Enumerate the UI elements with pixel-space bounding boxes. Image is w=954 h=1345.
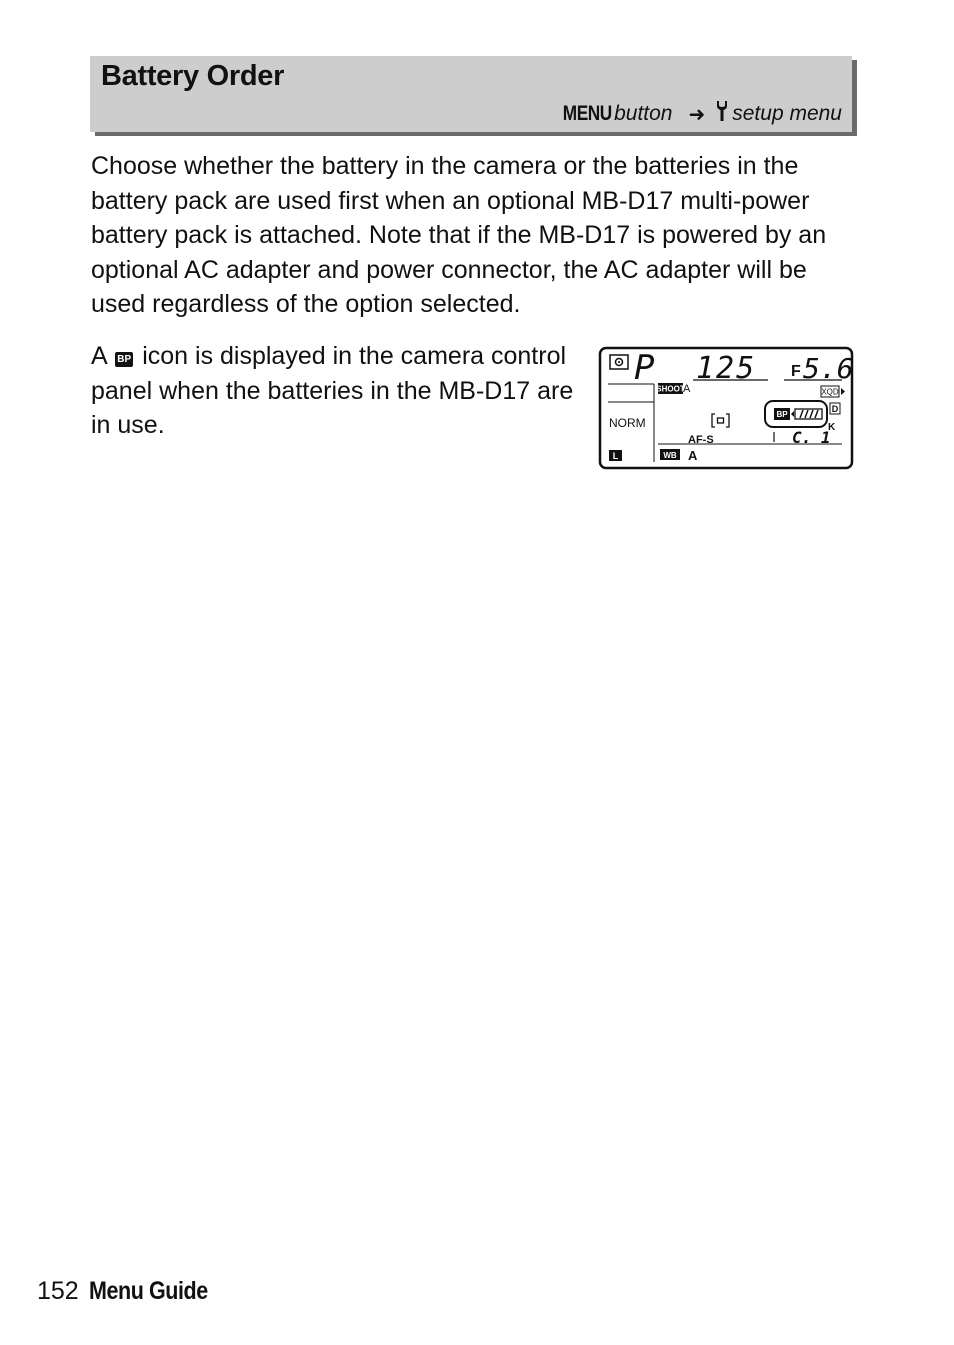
section-header [90,56,852,132]
wb-badge: WB [663,451,677,460]
bp-indicator: BP [776,410,788,419]
d-label: D [831,404,839,414]
page-number: 152 [37,1277,79,1305]
wrench-icon [715,100,729,128]
section-name: Menu Guide [88,1277,208,1305]
section-title: Battery Order [101,60,285,92]
quality-readout: NORM [609,416,646,430]
bp-icon: BP [115,352,133,367]
aperture-prefix: F [791,363,801,380]
menu-button-label: MENU [563,102,613,125]
mode-readout: P [634,348,655,388]
setup-menu-text: setup menu [732,102,842,125]
card-label: XQD [821,387,839,397]
paragraph-suffix: icon is displayed in the camera control panel when the batteries in the MB-D17 are in use. [91,342,574,439]
image-size: L [612,451,619,461]
control-panel-illustration [598,346,854,470]
wb-value: A [688,448,698,463]
page-footer [37,1277,227,1306]
k-label: K [828,422,836,433]
button-text: button [614,102,673,125]
counter-readout: C. 1 [792,428,831,447]
bp-icon-paragraph [91,339,581,443]
shutter-readout: 125 [696,351,757,386]
shoot-badge: SHOOT [656,384,685,394]
shoot-bank: A [683,383,691,395]
aperture-readout: 5.6 [803,352,854,385]
intro-paragraph: Choose whether the battery in the camera or the batteries in the battery pack are used first when an optional MB-D17 multi-power battery pack is attached. Note that if the MB-D17 is powered by an optional AC adapter and power connector, the AC adapter will be used regardless of the option selected. [91,152,827,318]
paragraph-prefix: A [91,342,107,370]
menu-path [552,100,842,128]
af-mode: AF-S [688,434,714,446]
arrow-icon: ➜ [688,103,706,126]
